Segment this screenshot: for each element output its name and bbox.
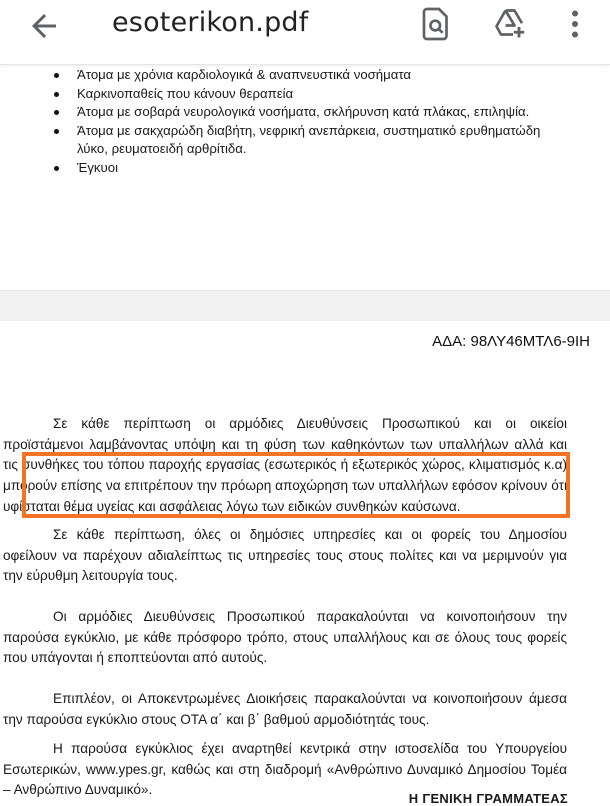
text-line: την παρούσα εγκύκλιο στους ΟΤΑ α΄ και β΄ βαθμού αρμοδιότητάς τους. bbox=[3, 711, 430, 727]
text-line: Σε κάθε περίπτωση οι αρμόδιες Διευθύνσεις Προσωπικού και οι οικείοι bbox=[53, 416, 567, 431]
text-line: τις συνθήκες του τόπου παροχής εργασίας (εσωτερικός ή εξωτερικός χώρος, κλιματισμός κ.α) bbox=[3, 457, 567, 473]
text-line: υφίσταται θέμα υγείας και ασφάλειας λόγω των ειδικών συνθηκών καύσωνα. bbox=[3, 498, 461, 514]
text-line: – Ανθρώπινο Δυναμικό». bbox=[3, 782, 153, 798]
text-line: Οι αρμόδιες Διευθύνσεις Προσωπικού παρακαλούνται να κοινοποιήσουν την bbox=[53, 609, 567, 624]
text-line: παρούσα εγκύκλιο, με κάθε πρόσφορο τρόπο, στους υπαλλήλους και σε όλους τους φορείς bbox=[3, 629, 567, 645]
text-line: Η παρούσα εγκύκλιος έχει αναρτηθεί κεντρικά στην ιστοσελίδα του Υπουργείου bbox=[53, 741, 567, 756]
search-document-icon[interactable] bbox=[418, 6, 454, 42]
paragraph bbox=[3, 689, 567, 730]
list-item: Άτομα με σακχαρώδη διαβήτη, νεφρική ανεπάρκεια, συστηματικό ερυθηματώδη λύκο, ρευματοειδή αρθρίτιδα. bbox=[53, 122, 573, 159]
paragraph bbox=[3, 525, 567, 587]
list-item: Καρκινοπαθείς που κάνουν θεραπεία bbox=[53, 85, 573, 104]
list-item: Άτομα με σοβαρά νευρολογικά νοσήματα, σκλήρυνση κατά πλάκας, επιληψία. bbox=[53, 103, 573, 122]
text-line: Εσωτερικών, www.ypes.gr, καθώς και στη διαδρομή «Ανθρώπινο Δυναμικό Δημοσίου Τομέα bbox=[3, 761, 567, 777]
text-line: προϊστάμενοι λαμβάνοντας υπόψη και τη φύση των καθηκόντων των υπαλλήλων αλλά και bbox=[3, 436, 567, 452]
app-bar bbox=[0, 0, 610, 65]
text-line: οφείλουν να παρέχουν αδιαλείπτως τις υπηρεσίες τους στους πολίτες και να μεριμνούν για bbox=[3, 547, 567, 563]
list-item: Άτομα με χρόνια καρδιολογικά & αναπνευστικά νοσήματα bbox=[53, 66, 573, 85]
text-line: Επιπλέον, οι Αποκεντρωμένες Διοικήσεις παρακαλούνται να κοινοποιήσουν άμεσα bbox=[53, 691, 567, 706]
list-item: Έγκυοι bbox=[53, 159, 573, 178]
text-line: την εύρυθμη λειτουργία τους. bbox=[3, 568, 178, 584]
page-separator bbox=[0, 290, 610, 322]
more-vert-icon[interactable] bbox=[557, 6, 593, 42]
add-to-drive-icon[interactable] bbox=[492, 6, 528, 42]
highlight-box bbox=[22, 452, 570, 518]
signature-title: Η ΓΕΝΙΚΗ ΓΡΑΜΜΑΤΕΑΣ bbox=[408, 791, 568, 806]
ada-code: ΑΔΑ: 98ΛΥ46ΜΤΛ6-9ΙΗ bbox=[432, 333, 590, 350]
text-line: μπορούν επίσης να επιτρέπουν την πρόωρη αποχώρηση των υπαλλήλων εφόσον κρίνουν ότι bbox=[3, 478, 567, 494]
text-line: που υπάγονται ή εποπτεύονται από αυτούς. bbox=[3, 650, 268, 666]
pdf-page-2 bbox=[0, 321, 610, 806]
document-title: esoterikon.pdf bbox=[112, 7, 309, 38]
bullet-list bbox=[53, 66, 573, 178]
paragraph bbox=[3, 607, 567, 669]
pdf-page-1 bbox=[0, 64, 610, 290]
text-line: Σε κάθε περίπτωση, όλες οι δημόσιες υπηρεσίες και οι φορείς του Δημοσίου bbox=[53, 527, 567, 542]
back-arrow-icon[interactable] bbox=[26, 8, 62, 44]
